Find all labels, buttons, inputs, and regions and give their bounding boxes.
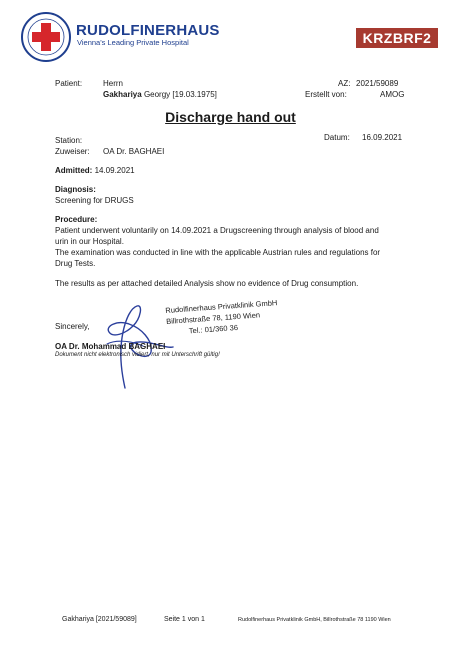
- stamp-line-3: Tel.: 01/360 36: [188, 322, 239, 336]
- signature-note: Dokument nicht elektronisch vidiert, nur mit Unterschrift gültig!: [55, 352, 220, 358]
- procedure-heading: Procedure:: [55, 215, 98, 224]
- admitted-label: Admitted:: [55, 166, 93, 175]
- company-stamp: [165, 297, 279, 338]
- procedure-line-2: urin in our Hospital.: [55, 237, 124, 246]
- created-by-value: AMOG: [380, 90, 405, 99]
- document-code-badge: KRZBRF2: [356, 28, 438, 48]
- procedure-line-1: Patient underwent voluntarily on 14.09.2021 a Drugscreening through analysis of blood and: [55, 226, 379, 235]
- patient-salutation: Herrn: [103, 79, 124, 88]
- patient-name: [103, 90, 217, 99]
- admitted-row: [55, 166, 135, 175]
- patient-name-rest: Georgy [19.03.1975]: [143, 90, 217, 99]
- patient-label: Patient:: [55, 79, 83, 88]
- date-value: 16.09.2021: [362, 133, 403, 142]
- created-by-label: Erstellt von:: [305, 90, 347, 99]
- page-title: Discharge hand out: [165, 109, 296, 125]
- closing: Sincerely,: [55, 322, 90, 331]
- az-value: 2021/59089: [356, 79, 399, 88]
- footer-left: Gakhariya [2021/59089]: [62, 616, 137, 623]
- stamp-line-1: Rudolfinerhaus Privatklinik GmbH: [165, 298, 278, 315]
- procedure-line-4: Drug Tests.: [55, 259, 96, 268]
- brand-name: RUDOLFINERHAUS: [76, 22, 220, 39]
- station-label: Station:: [55, 136, 83, 145]
- diagnosis-text: Screening for DRUGS: [55, 196, 134, 205]
- admitted-value: 14.09.2021: [94, 166, 135, 175]
- footer-right: Rudolfinerhaus Privatklinik GmbH, Billrothstraße 78 1190 Wien: [238, 617, 391, 623]
- az-label: AZ:: [338, 79, 351, 88]
- referrer-value: OA Dr. BAGHAEI: [103, 147, 165, 156]
- signer-name: OA Dr. Mohammad BAGHAEI: [55, 342, 166, 351]
- footer-page: Seite 1 von 1: [164, 616, 205, 623]
- brand-tagline: Vienna's Leading Private Hospital: [77, 38, 189, 47]
- diagnosis-heading: Diagnosis:: [55, 185, 96, 194]
- referrer-label: Zuweiser:: [55, 147, 90, 156]
- hospital-logo: [20, 11, 72, 63]
- date-label: Datum:: [324, 133, 350, 142]
- patient-surname: Gakhariya: [103, 90, 142, 99]
- procedure-line-5: The results as per attached detailed Analysis show no evidence of Drug consumption.: [55, 279, 359, 288]
- procedure-line-3: The examination was conducted in line with the applicable Austrian rules and regulations for: [55, 248, 381, 257]
- stamp-line-2: Billrothstraße 78, 1190 Wien: [165, 310, 261, 326]
